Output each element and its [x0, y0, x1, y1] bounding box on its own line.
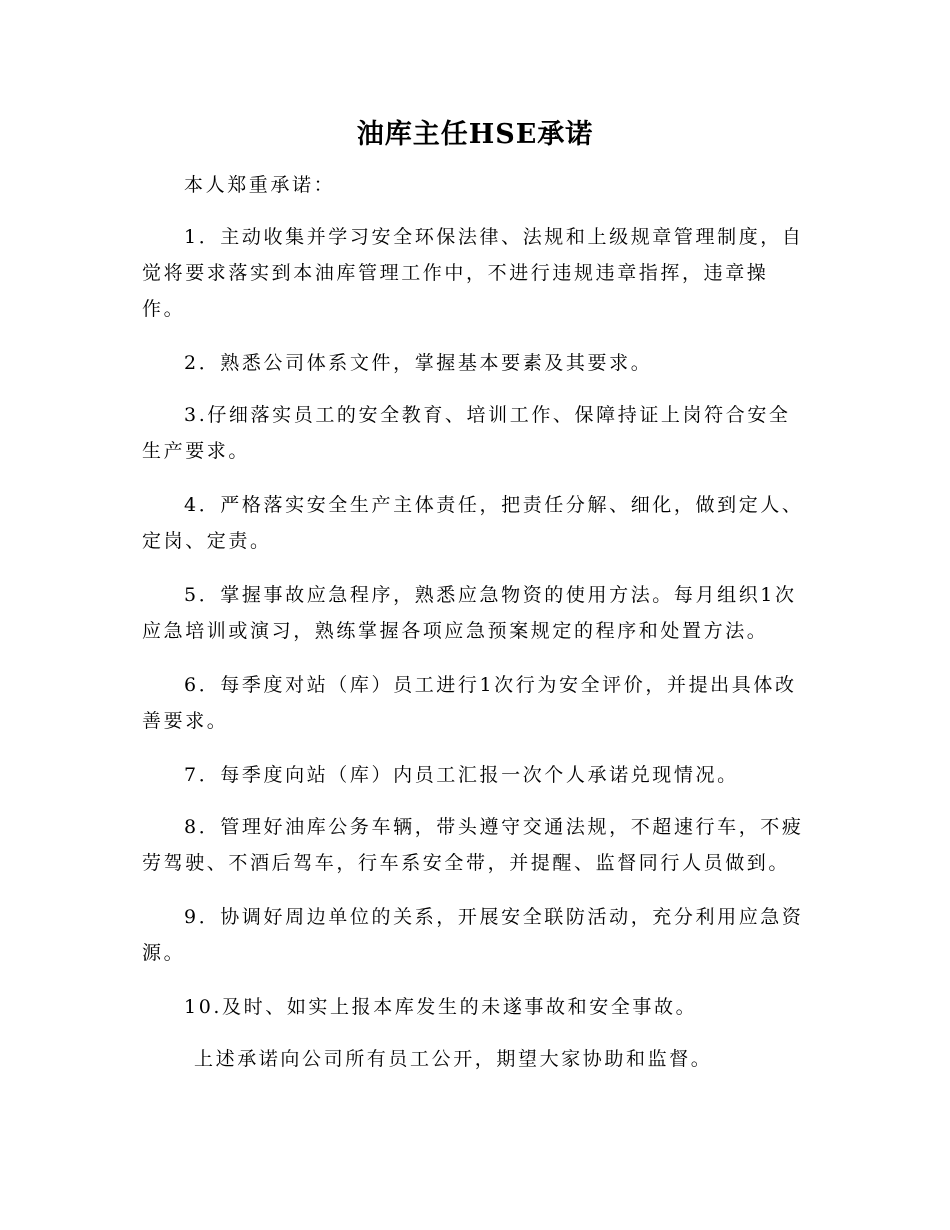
- commitment-item-7: 7．每季度向站（库）内员工汇报一次个人承诺兑现情况。: [184, 764, 739, 786]
- commitment-item-3: 3.仔细落实员工的安全教育、培训工作、保障持证上岗符合安全生产要求。: [142, 404, 791, 462]
- commitment-item-6: 6．每季度对站（库）员工进行1次行为安全评价，并提出具体改善要求。: [142, 674, 797, 732]
- closing-paragraph: 上述承诺向公司所有员工公开，期望大家协助和监督。: [194, 1048, 713, 1070]
- commitment-item-9: 9．协调好周边单位的关系，开展安全联防活动，充分利用应急资源。: [142, 906, 804, 964]
- commitment-item-1: 1．主动收集并学习安全环保法律、法规和上级规章管理制度，自觉将要求落实到本油库管理工作中，不进行违规违章指挥，违章操作。: [142, 226, 804, 320]
- commitment-item-2: 2．熟悉公司体系文件，掌握基本要素及其要求。: [184, 352, 653, 374]
- commitment-item-8: 8．管理好油库公务车辆，带头遵守交通法规，不超速行车，不疲劳驾驶、不酒后驾车，行车系安全带，并提醒、监督同行人员做到。: [142, 816, 804, 874]
- commitment-item-10: 10.及时、如实上报本库发生的未遂事故和安全事故。: [184, 996, 698, 1018]
- commitment-item-4: 4．严格落实安全生产主体责任，把责任分解、细化，做到定人、定岗、定责。: [142, 494, 804, 552]
- intro-paragraph: 本人郑重承诺：: [184, 174, 336, 196]
- commitment-item-5: 5．掌握事故应急程序，熟悉应急物资的使用方法。每月组织1次应急培训或演习，熟练掌握各项应急预案规定的程序和处置方法。: [142, 584, 797, 642]
- document-title: 油库主任HSE承诺: [356, 119, 594, 150]
